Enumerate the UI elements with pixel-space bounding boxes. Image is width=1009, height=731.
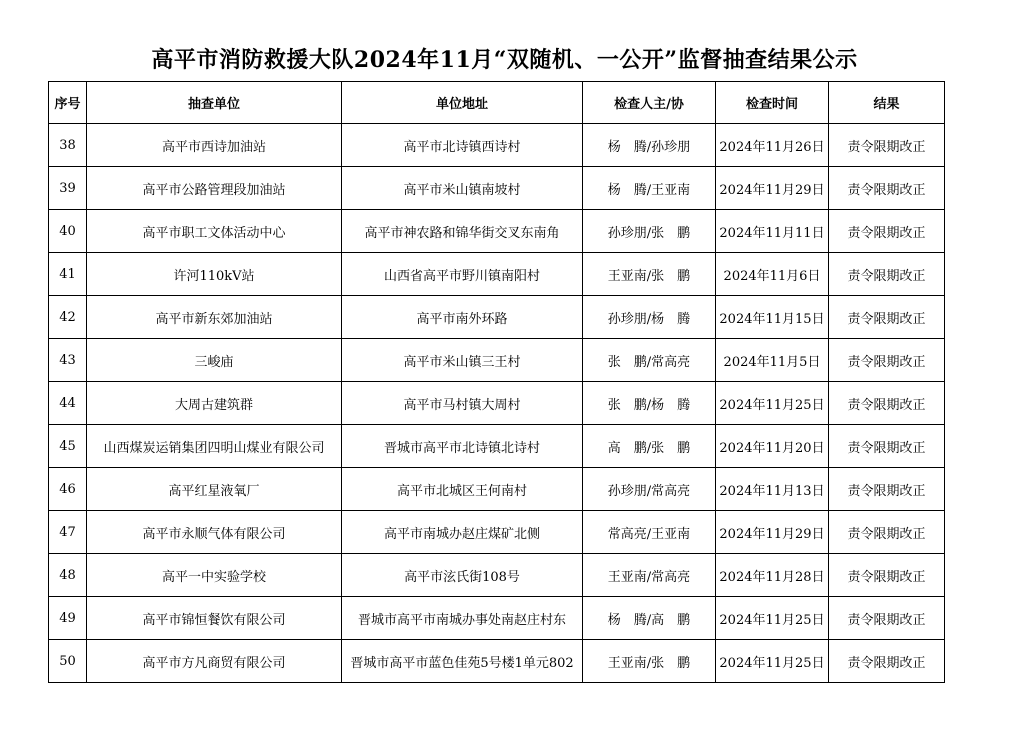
- address-cell: 高平市南城办赵庄煤矿北侧: [342, 511, 583, 554]
- date-cell: 2024年11月20日: [716, 425, 829, 468]
- inspectors-cell: 张 鹏/常高亮: [583, 339, 716, 382]
- unit-cell: 高平市方凡商贸有限公司: [87, 640, 342, 683]
- seq-cell: 38: [49, 124, 87, 167]
- table-row: [49, 167, 945, 210]
- result-cell: 责令限期改正: [829, 253, 945, 296]
- result-cell: 责令限期改正: [829, 167, 945, 210]
- table-row: [49, 597, 945, 640]
- date-cell: 2024年11月26日: [716, 124, 829, 167]
- inspectors-cell: 高 鹏/张 鹏: [583, 425, 716, 468]
- unit-cell: 高平红星液氧厂: [87, 468, 342, 511]
- inspectors-cell: 杨 腾/王亚南: [583, 167, 716, 210]
- seq-cell: 42: [49, 296, 87, 339]
- inspectors-cell: 孙珍朋/杨 腾: [583, 296, 716, 339]
- unit-cell: 高平市新东郊加油站: [87, 296, 342, 339]
- table-row: [49, 339, 945, 382]
- seq-cell: 39: [49, 167, 87, 210]
- result-cell: 责令限期改正: [829, 511, 945, 554]
- date-cell: 2024年11月6日: [716, 253, 829, 296]
- address-cell: 晋城市高平市南城办事处南赵庄村东: [342, 597, 583, 640]
- table-row: [49, 511, 945, 554]
- inspectors-cell: 杨 腾/高 鹏: [583, 597, 716, 640]
- result-cell: 责令限期改正: [829, 640, 945, 683]
- seq-cell: 44: [49, 382, 87, 425]
- inspectors-cell: 孙珍朋/常高亮: [583, 468, 716, 511]
- address-cell: 高平市马村镇大周村: [342, 382, 583, 425]
- table-row: [49, 425, 945, 468]
- inspectors-cell: 王亚南/张 鹏: [583, 640, 716, 683]
- unit-cell: 高平一中实验学校: [87, 554, 342, 597]
- unit-cell: 高平市职工文体活动中心: [87, 210, 342, 253]
- seq-cell: 50: [49, 640, 87, 683]
- seq-cell: 48: [49, 554, 87, 597]
- header-row: [49, 82, 945, 124]
- seq-cell: 43: [49, 339, 87, 382]
- date-cell: 2024年11月25日: [716, 382, 829, 425]
- table-row: [49, 554, 945, 597]
- table-row: [49, 124, 945, 167]
- result-cell: 责令限期改正: [829, 382, 945, 425]
- date-cell: 2024年11月25日: [716, 640, 829, 683]
- inspectors-cell: 常高亮/王亚南: [583, 511, 716, 554]
- unit-cell: 三峻庙: [87, 339, 342, 382]
- table-row: [49, 468, 945, 511]
- address-cell: 高平市北城区王何南村: [342, 468, 583, 511]
- unit-cell: 高平市永顺气体有限公司: [87, 511, 342, 554]
- results-body: [49, 124, 945, 683]
- date-cell: 2024年11月29日: [716, 511, 829, 554]
- table-row: [49, 296, 945, 339]
- date-cell: 2024年11月15日: [716, 296, 829, 339]
- unit-cell: 山西煤炭运销集团四明山煤业有限公司: [87, 425, 342, 468]
- address-cell: 山西省高平市野川镇南阳村: [342, 253, 583, 296]
- table-row: [49, 253, 945, 296]
- column-header-result: 结果: [829, 82, 945, 124]
- seq-cell: 41: [49, 253, 87, 296]
- date-cell: 2024年11月25日: [716, 597, 829, 640]
- table-row: [49, 382, 945, 425]
- inspectors-cell: 王亚南/常高亮: [583, 554, 716, 597]
- result-cell: 责令限期改正: [829, 425, 945, 468]
- address-cell: 高平市米山镇南坡村: [342, 167, 583, 210]
- seq-cell: 47: [49, 511, 87, 554]
- date-cell: 2024年11月29日: [716, 167, 829, 210]
- inspectors-cell: 王亚南/张 鹏: [583, 253, 716, 296]
- column-header-date: 检查时间: [716, 82, 829, 124]
- date-cell: 2024年11月11日: [716, 210, 829, 253]
- seq-cell: 45: [49, 425, 87, 468]
- result-cell: 责令限期改正: [829, 597, 945, 640]
- address-cell: 晋城市高平市北诗镇北诗村: [342, 425, 583, 468]
- column-header-unit: 抽查单位: [87, 82, 342, 124]
- table-row: [49, 210, 945, 253]
- inspectors-cell: 孙珍朋/张 鹏: [583, 210, 716, 253]
- result-cell: 责令限期改正: [829, 554, 945, 597]
- address-cell: 高平市泫氏街108号: [342, 554, 583, 597]
- column-header-address: 单位地址: [342, 82, 583, 124]
- address-cell: 高平市北诗镇西诗村: [342, 124, 583, 167]
- address-cell: 高平市神农路和锦华街交叉东南角: [342, 210, 583, 253]
- seq-cell: 46: [49, 468, 87, 511]
- date-cell: 2024年11月5日: [716, 339, 829, 382]
- address-cell: 高平市米山镇三王村: [342, 339, 583, 382]
- unit-cell: 高平市锦恒餐饮有限公司: [87, 597, 342, 640]
- result-cell: 责令限期改正: [829, 124, 945, 167]
- results-table: [48, 81, 945, 683]
- unit-cell: 许河110kV站: [87, 253, 342, 296]
- inspectors-cell: 张 鹏/杨 腾: [583, 382, 716, 425]
- result-cell: 责令限期改正: [829, 339, 945, 382]
- seq-cell: 40: [49, 210, 87, 253]
- result-cell: 责令限期改正: [829, 296, 945, 339]
- date-cell: 2024年11月13日: [716, 468, 829, 511]
- result-cell: 责令限期改正: [829, 210, 945, 253]
- unit-cell: 大周古建筑群: [87, 382, 342, 425]
- result-cell: 责令限期改正: [829, 468, 945, 511]
- unit-cell: 高平市西诗加油站: [87, 124, 342, 167]
- date-cell: 2024年11月28日: [716, 554, 829, 597]
- column-header-inspectors: 检查人主/协: [583, 82, 716, 124]
- table-row: [49, 640, 945, 683]
- address-cell: 晋城市高平市蓝色佳苑5号楼1单元802: [342, 640, 583, 683]
- seq-cell: 49: [49, 597, 87, 640]
- address-cell: 高平市南外环路: [342, 296, 583, 339]
- column-header-seq: 序号: [49, 82, 87, 124]
- unit-cell: 高平市公路管理段加油站: [87, 167, 342, 210]
- inspectors-cell: 杨 腾/孙珍朋: [583, 124, 716, 167]
- page-title: 高平市消防救援大队2024年11月“双随机、一公开”监督抽查结果公示: [151, 47, 858, 73]
